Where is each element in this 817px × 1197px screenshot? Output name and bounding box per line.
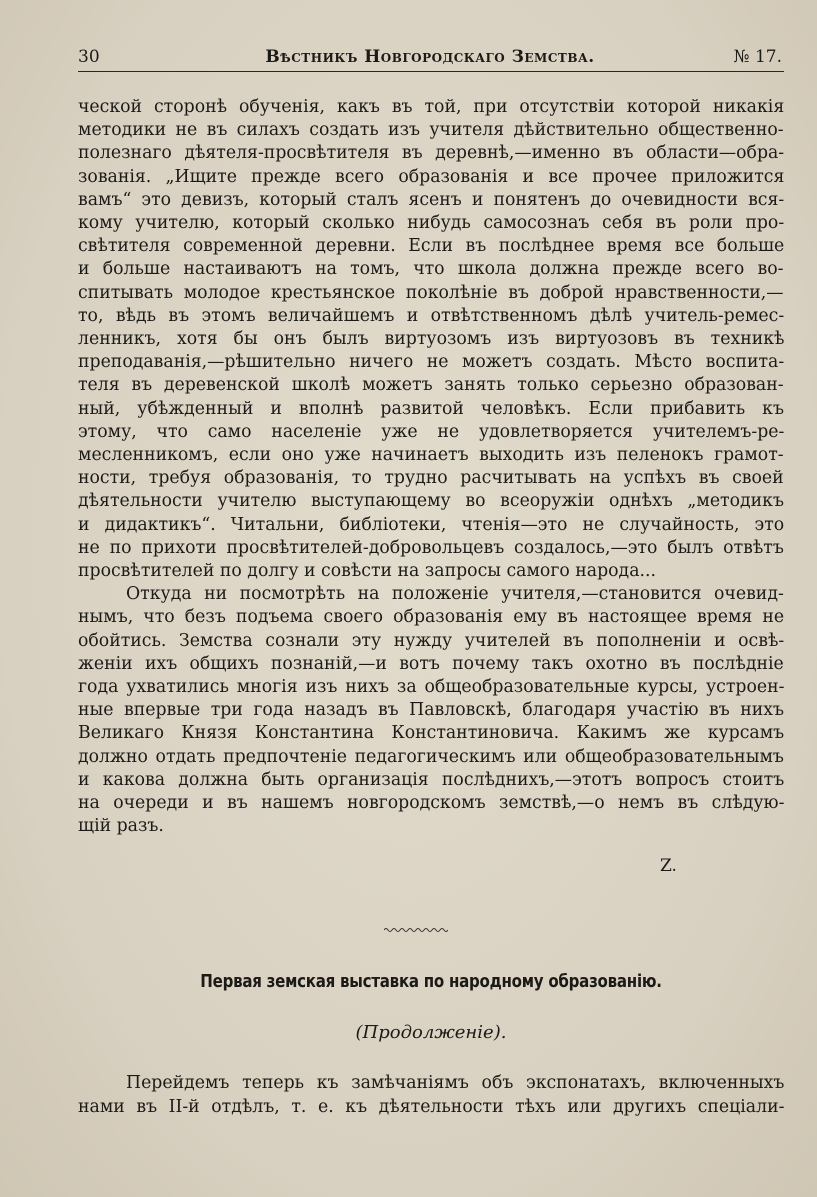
text-line: и какова должна быть организація послѣднихъ,—этотъ вопросъ стоитъ	[78, 769, 785, 790]
text-line: не по прихоти просвѣтителей-добровольцевъ создалось,—это былъ отвѣтъ	[78, 537, 784, 558]
text-line: то, вѣдь въ этомъ величайшемъ и отвѣтственномъ дѣлѣ учитель-ремес-	[78, 305, 785, 326]
text-line: Перейдемъ теперь къ замѣчаніямъ объ экспонатахъ, включенныхъ	[126, 1073, 785, 1093]
text-line: ческой сторонѣ обученія, какъ въ той, при отсутствіи которой никакія	[78, 97, 785, 117]
header-rule	[78, 71, 784, 72]
text-line: теля въ деревенской школѣ можетъ занять только серьезно образован-	[78, 375, 784, 396]
text-line: ный, убѣжденный и вполнѣ развитой человѣкъ. Если прибавить къ	[78, 398, 784, 419]
text-line: спитывать молодое крестьянское поколѣніе въ доброй нравственности,—	[78, 282, 784, 303]
text-line: года ухватились многія изъ нихъ за общеобразовательные курсы, устроен-	[78, 677, 785, 698]
text-line: щій разъ.	[78, 816, 164, 837]
running-header	[78, 44, 782, 72]
text-line: ные впервые три года назадъ въ Павловскѣ, благодаря участію въ нихъ	[78, 700, 784, 721]
text-line: на очереди и въ нашемъ новгородскомъ земствѣ,—о немъ въ слѣдую-	[78, 793, 785, 814]
section-title: Первая земская выставка по народному образованію.	[200, 972, 662, 992]
text-line: обойтись. Земства сознали эту нужду учителей въ пополненіи и освѣ-	[78, 630, 785, 651]
section-subtitle: (Продолженіе).	[355, 1022, 507, 1043]
text-line: зованія. „Ищите прежде всего образованія и все прочее приложится	[78, 166, 785, 187]
text-line: методики не въ силахъ создать изъ учителя дѣйствительно общественно-	[78, 120, 784, 141]
text-line: Откуда ни посмотрѣть на положеніе учителя,—становится очевид-	[126, 584, 784, 605]
text-line: свѣтителя современной деревни. Если въ послѣднее время все больше	[78, 236, 785, 257]
wavy-separator	[384, 925, 448, 935]
text-line: должно отдать предпочтеніе педагогическимъ или общеобразовательнымъ	[78, 746, 784, 767]
article-body	[78, 96, 784, 839]
author-signature: Z.	[660, 856, 677, 876]
text-line: этому, что само населеніе уже не удовлетворяется учителемъ-ре-	[78, 421, 785, 442]
text-line: ности, требуя образованія, то трудно расчитывать на успѣхъ въ своей	[78, 468, 784, 489]
text-line: просвѣтителей по долгу и совѣсти на запросы самого народа...	[78, 561, 656, 582]
text-line: и дидактикъ“. Читальни, библіотеки, чтенія—это не случайность, это	[78, 514, 785, 535]
journal-title: Вѣстникъ Новгородскаго Земства.	[265, 47, 595, 67]
text-line: нами въ II-й отдѣлъ, т. е. къ дѣятельности тѣхъ или другихъ спеціали-	[78, 1097, 785, 1117]
text-line: женіи ихъ общихъ познаній,—и вотъ почему такъ охотно въ послѣдніе	[78, 653, 784, 674]
issue-number: № 17.	[733, 47, 782, 67]
page-number: 30	[78, 47, 100, 67]
section-body	[78, 1071, 784, 1119]
text-line: преподаванія,—рѣшительно ничего не можетъ создать. Мѣсто воспита-	[78, 352, 785, 373]
text-line: Великаго Князя Константина Константиновича. Какимъ же курсамъ	[78, 723, 785, 744]
text-line: нымъ, что безъ подъема своего образованія ему въ настоящее время не	[78, 607, 785, 628]
text-line: полезнаго дѣятеля-просвѣтителя въ деревнѣ,—именно въ области—обра-	[78, 143, 785, 164]
text-line: ленникъ, хотя бы онъ былъ виртуозомъ изъ виртуозовъ въ техникѣ	[78, 329, 785, 350]
text-line: кому учителю, который сколько нибудь самосознаъ себя въ роли про-	[78, 213, 785, 234]
text-line: вамъ“ это девизъ, который сталъ ясенъ и понятенъ до очевидности вся-	[78, 189, 785, 210]
text-line: месленникомъ, если оно уже начинаетъ выходить изъ пеленокъ грамот-	[78, 445, 784, 466]
text-line: дѣятельности учителю выступающему во всеоружіи однѣхъ „методикъ	[78, 491, 784, 512]
text-line: и больше настаиваютъ на томъ, что школа должна прежде всего во-	[78, 259, 784, 280]
